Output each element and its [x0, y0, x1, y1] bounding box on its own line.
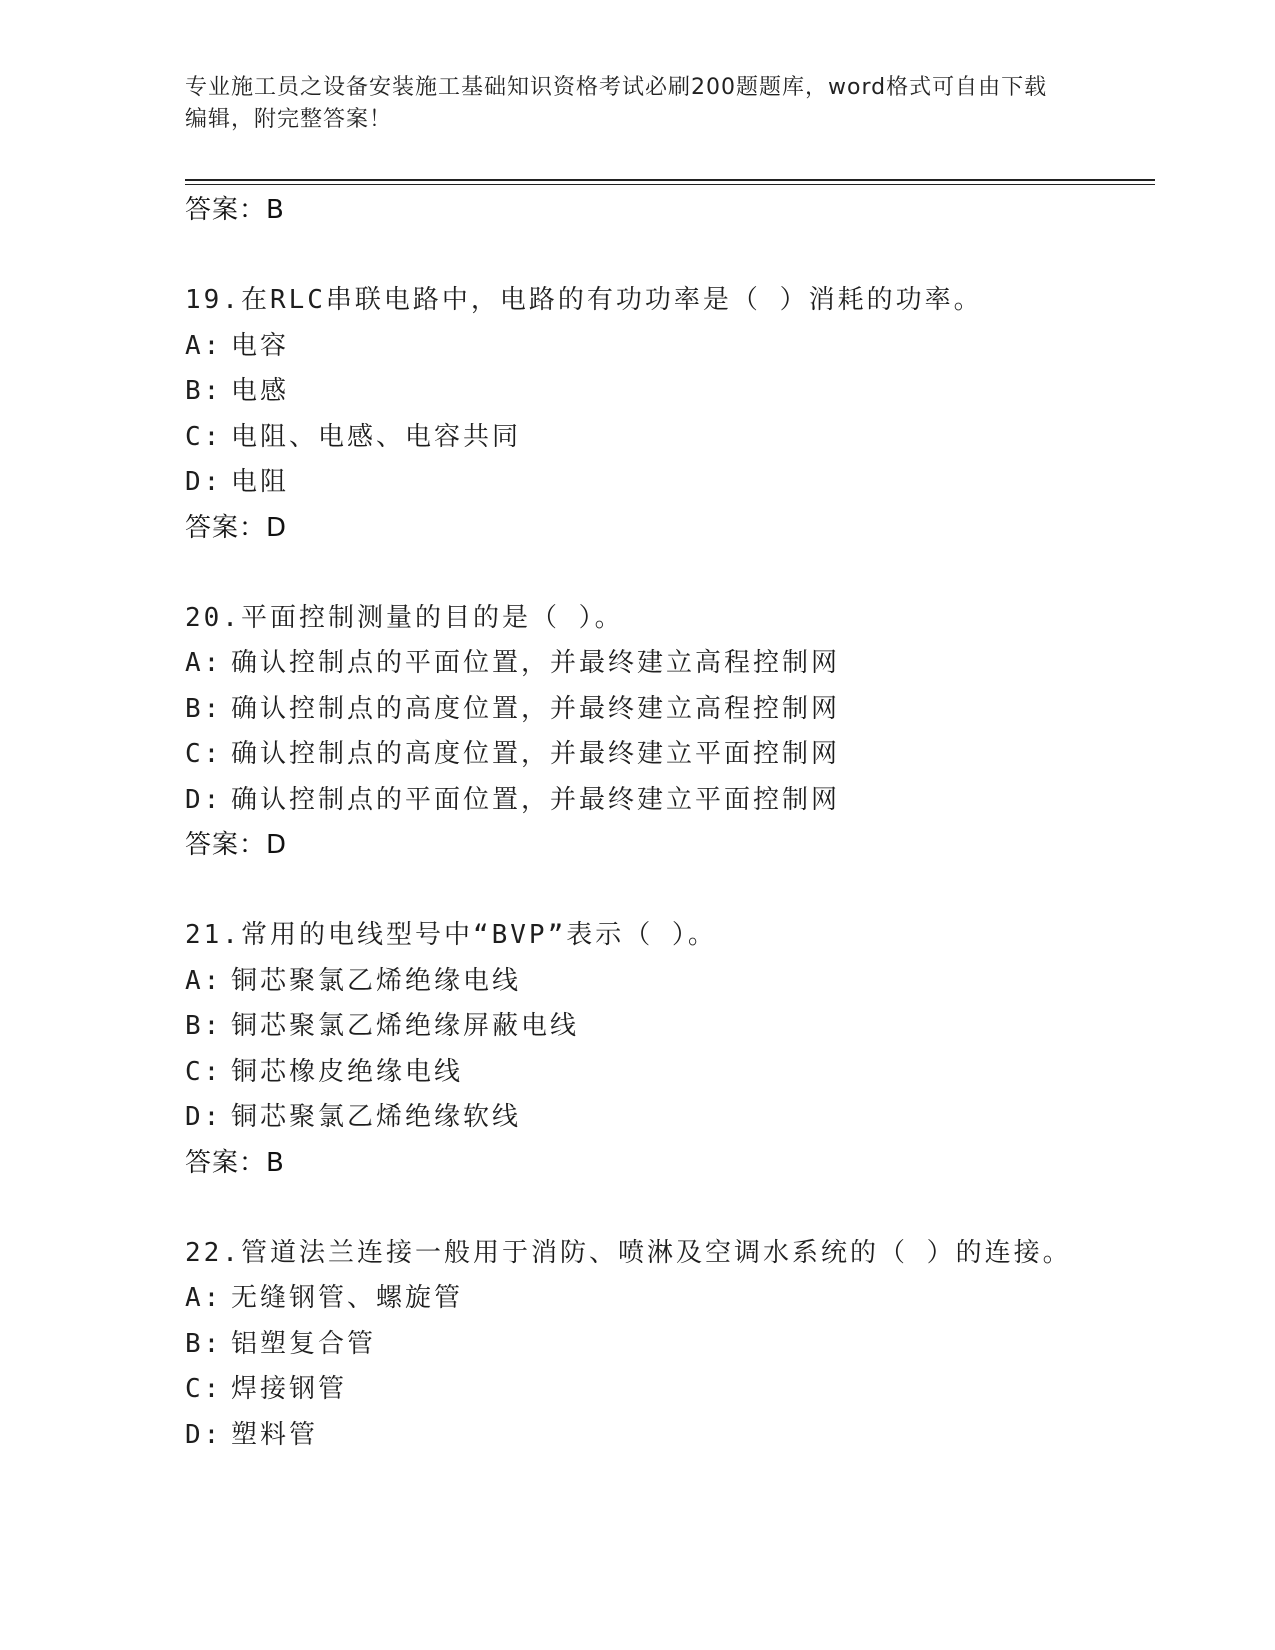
option-text: 铜芯橡皮绝缘电线	[231, 1056, 464, 1087]
previous-answer: 答案：B	[185, 195, 285, 225]
document-header: 专业施工员之设备安装施工基础知识资格考试必刷200题题库，word格式可自由下载编辑，附完整答案！	[185, 75, 1048, 132]
question-20	[185, 596, 1155, 869]
option-letter: B:	[185, 693, 223, 724]
question-list	[185, 188, 1155, 1458]
option-a	[185, 959, 1155, 1005]
option-letter: D:	[185, 467, 223, 497]
option-text: 塑料管	[231, 1419, 319, 1450]
option-d	[185, 1095, 1155, 1141]
option-text: 确认控制点的平面位置，并最终建立平面控制网	[231, 784, 841, 815]
option-text: 铝塑复合管	[231, 1328, 377, 1359]
question-21	[185, 913, 1155, 1186]
option-d	[185, 460, 1155, 506]
option-letter: A:	[185, 330, 223, 361]
question-title: 21.常用的电线型号中“BVP”表示（ ）。	[185, 920, 717, 950]
option-text: 电阻	[231, 467, 290, 497]
option-b	[185, 1004, 1155, 1050]
option-a	[185, 641, 1155, 687]
option-text: 电容	[231, 330, 290, 361]
option-text: 电阻、电感、电容共同	[231, 421, 522, 452]
option-a	[185, 324, 1155, 370]
option-c	[185, 1367, 1155, 1413]
option-letter: A:	[185, 965, 223, 996]
option-letter: A:	[185, 1283, 223, 1313]
option-text: 确认控制点的平面位置，并最终建立高程控制网	[231, 648, 841, 678]
option-letter: D:	[185, 1419, 223, 1450]
option-text: 铜芯聚氯乙烯绝缘软线	[231, 1102, 522, 1132]
option-letter: C:	[185, 1374, 223, 1404]
option-b	[185, 1322, 1155, 1368]
question-19	[185, 278, 1155, 551]
option-text: 电感	[231, 376, 290, 406]
option-letter: C:	[185, 421, 223, 452]
answer: 答案：B	[185, 1147, 285, 1178]
option-text: 确认控制点的高度位置，并最终建立平面控制网	[231, 739, 841, 769]
option-c	[185, 1050, 1155, 1096]
option-text: 无缝钢管、螺旋管	[231, 1283, 464, 1313]
option-b	[185, 369, 1155, 415]
question-22	[185, 1231, 1155, 1459]
option-text: 焊接钢管	[231, 1374, 348, 1404]
option-letter: D:	[185, 1102, 223, 1132]
option-letter: C:	[185, 739, 223, 769]
option-d	[185, 1413, 1155, 1459]
option-letter: C:	[185, 1056, 223, 1087]
option-d	[185, 778, 1155, 824]
header-divider-thin	[185, 184, 1155, 185]
answer: 答案：D	[185, 512, 288, 543]
option-text: 铜芯聚氯乙烯绝缘电线	[231, 965, 522, 996]
option-letter: A:	[185, 648, 223, 678]
question-title: 20.平面控制测量的目的是（ ）。	[185, 602, 624, 633]
option-b	[185, 687, 1155, 733]
option-a	[185, 1276, 1155, 1322]
option-letter: B:	[185, 1328, 223, 1359]
question-title: 19.在RLC串联电路中，电路的有功功率是（ ）消耗的功率。	[185, 285, 983, 315]
option-text: 确认控制点的高度位置，并最终建立高程控制网	[231, 693, 841, 724]
option-letter: D:	[185, 784, 223, 815]
header-divider-thick	[185, 179, 1155, 181]
option-c	[185, 732, 1155, 778]
option-letter: B:	[185, 376, 223, 406]
option-c	[185, 415, 1155, 461]
option-letter: B:	[185, 1011, 223, 1041]
answer: 答案：D	[185, 830, 288, 860]
option-text: 铜芯聚氯乙烯绝缘屏蔽电线	[231, 1011, 580, 1041]
question-title: 22.管道法兰连接一般用于消防、喷淋及空调水系统的（ ）的连接。	[185, 1237, 1072, 1268]
